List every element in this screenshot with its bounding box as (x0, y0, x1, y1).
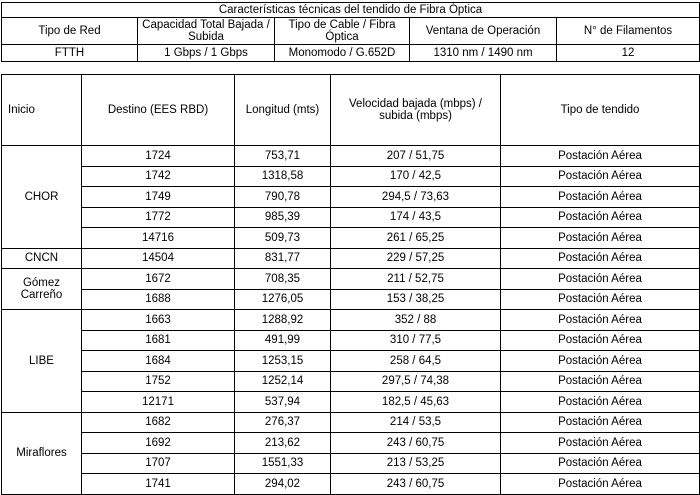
spec-value-cell: Monomodo / G.652D (275, 45, 410, 62)
tendido-cell: Postación Aérea (501, 474, 700, 495)
longitud-cell: 1253,15 (235, 351, 331, 372)
origin-cell: Miraflores (2, 412, 82, 494)
velocidad-cell: 170 / 42,5 (331, 166, 501, 187)
destino-cell: 14716 (82, 228, 235, 249)
spec-value-cell: 12 (557, 45, 700, 62)
table-row (2, 453, 700, 474)
destino-cell: 1772 (82, 207, 235, 228)
destino-cell: 1707 (82, 453, 235, 474)
spec-value-cell: 1310 nm / 1490 nm (410, 45, 557, 62)
table-row (2, 228, 700, 249)
table-row (2, 289, 700, 310)
table-row (2, 392, 700, 413)
velocidad-cell: 174 / 43,5 (331, 207, 501, 228)
longitud-cell: 831,77 (235, 248, 331, 269)
velocidad-cell: 182,5 / 45,63 (331, 392, 501, 413)
velocidad-cell: 213 / 53,25 (331, 453, 501, 474)
spec-header-cell: Tipo de Red (2, 18, 138, 45)
table-row (2, 310, 700, 331)
table-row (2, 371, 700, 392)
velocidad-cell: 294,5 / 73,63 (331, 187, 501, 208)
tendido-cell: Postación Aérea (501, 433, 700, 454)
velocidad-cell: 207 / 51,75 (331, 146, 501, 167)
destino-cell: 1672 (82, 269, 235, 290)
spec-table (1, 2, 700, 62)
destino-cell: 1684 (82, 351, 235, 372)
velocidad-cell: 153 / 38,25 (331, 289, 501, 310)
tendido-cell: Postación Aérea (501, 453, 700, 474)
spec-value-cell: 1 Gbps / 1 Gbps (138, 45, 275, 62)
tendido-cell: Postación Aérea (501, 330, 700, 351)
longitud-cell: 276,37 (235, 412, 331, 433)
table-row (2, 166, 700, 187)
detail-header-cell: Longitud (mts) (235, 75, 331, 146)
longitud-cell: 708,35 (235, 269, 331, 290)
destino-cell: 1682 (82, 412, 235, 433)
tendido-cell: Postación Aérea (501, 371, 700, 392)
destino-cell: 14504 (82, 248, 235, 269)
velocidad-cell: 211 / 52,75 (331, 269, 501, 290)
destino-cell: 1692 (82, 433, 235, 454)
velocidad-cell: 243 / 60,75 (331, 433, 501, 454)
table-row (2, 207, 700, 228)
table-row (2, 146, 700, 167)
spec-header-cell: Capacidad Total Bajada / Subida (138, 18, 275, 45)
tendido-cell: Postación Aérea (501, 310, 700, 331)
velocidad-cell: 261 / 65,25 (331, 228, 501, 249)
detail-header-cell: Inicio (2, 75, 82, 146)
detail-header-cell: Tipo de tendido (501, 75, 700, 146)
tendido-cell: Postación Aérea (501, 207, 700, 228)
longitud-cell: 1551,33 (235, 453, 331, 474)
spec-header-cell: Ventana de Operación (410, 18, 557, 45)
tendido-cell: Postación Aérea (501, 146, 700, 167)
origin-cell: LIBE (2, 310, 82, 413)
destino-cell: 1749 (82, 187, 235, 208)
table-row (2, 412, 700, 433)
velocidad-cell: 310 / 77,5 (331, 330, 501, 351)
longitud-cell: 1288,92 (235, 310, 331, 331)
table-row (2, 474, 700, 495)
tendido-cell: Postación Aérea (501, 166, 700, 187)
longitud-cell: 509,73 (235, 228, 331, 249)
spec-header-cell: Tipo de Cable / Fibra Óptica (275, 18, 410, 45)
detail-header-row (2, 75, 700, 146)
velocidad-cell: 214 / 53,5 (331, 412, 501, 433)
table-row (2, 330, 700, 351)
detail-table (1, 74, 700, 495)
longitud-cell: 985,39 (235, 207, 331, 228)
detail-header-cell: Velocidad bajada (mbps) / subida (mbps) (331, 75, 501, 146)
destino-cell: 12171 (82, 392, 235, 413)
tendido-cell: Postación Aérea (501, 412, 700, 433)
longitud-cell: 1252,14 (235, 371, 331, 392)
longitud-cell: 491,99 (235, 330, 331, 351)
destino-cell: 1724 (82, 146, 235, 167)
velocidad-cell: 352 / 88 (331, 310, 501, 331)
velocidad-cell: 258 / 64,5 (331, 351, 501, 372)
origin-cell: CHOR (2, 146, 82, 249)
longitud-cell: 537,94 (235, 392, 331, 413)
tendido-cell: Postación Aérea (501, 187, 700, 208)
destino-cell: 1681 (82, 330, 235, 351)
table-row (2, 351, 700, 372)
destino-cell: 1752 (82, 371, 235, 392)
destino-cell: 1688 (82, 289, 235, 310)
table-row (2, 248, 700, 269)
velocidad-cell: 243 / 60,75 (331, 474, 501, 495)
longitud-cell: 753,71 (235, 146, 331, 167)
table-row (2, 269, 700, 290)
longitud-cell: 1276,05 (235, 289, 331, 310)
destino-cell: 1742 (82, 166, 235, 187)
table-row (2, 433, 700, 454)
tendido-cell: Postación Aérea (501, 289, 700, 310)
destino-cell: 1663 (82, 310, 235, 331)
spec-title: Características técnicas del tendido de Fibra Óptica (2, 3, 700, 18)
tendido-cell: Postación Aérea (501, 392, 700, 413)
origin-cell: CNCN (2, 248, 82, 269)
spec-header-cell: N° de Filamentos (557, 18, 700, 45)
tendido-cell: Postación Aérea (501, 248, 700, 269)
tendido-cell: Postación Aérea (501, 269, 700, 290)
longitud-cell: 294,02 (235, 474, 331, 495)
origin-cell: Gómez Carreño (2, 269, 82, 310)
longitud-cell: 790,78 (235, 187, 331, 208)
longitud-cell: 213,62 (235, 433, 331, 454)
longitud-cell: 1318,58 (235, 166, 331, 187)
table-row (2, 187, 700, 208)
velocidad-cell: 297,5 / 74,38 (331, 371, 501, 392)
tendido-cell: Postación Aérea (501, 228, 700, 249)
detail-header-cell: Destino (EES RBD) (82, 75, 235, 146)
destino-cell: 1741 (82, 474, 235, 495)
tendido-cell: Postación Aérea (501, 351, 700, 372)
spec-value-cell: FTTH (2, 45, 138, 62)
velocidad-cell: 229 / 57,25 (331, 248, 501, 269)
